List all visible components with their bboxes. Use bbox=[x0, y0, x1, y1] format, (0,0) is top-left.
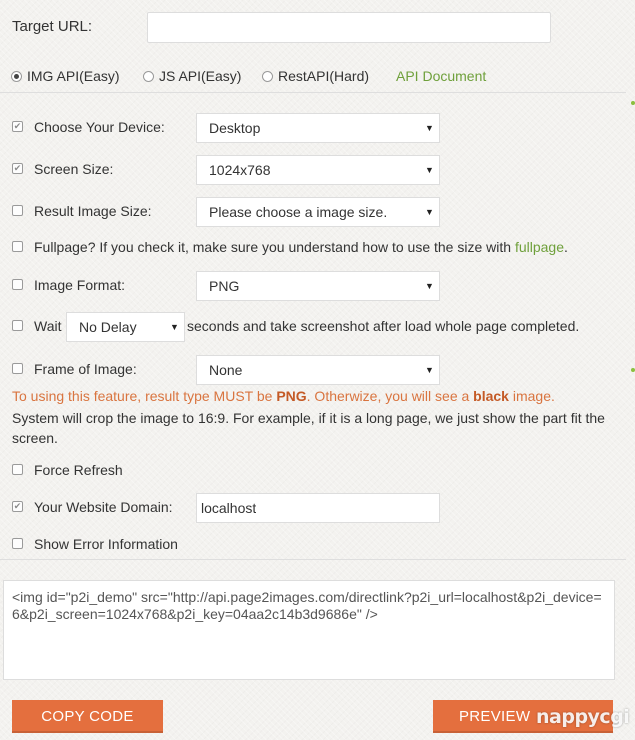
frame-note-line1: System will crop the image to 16:9. For example, if it is a long page, we just show the part fit the bbox=[12, 410, 605, 426]
chevron-down-icon: ▼ bbox=[425, 123, 434, 133]
frame-note-line2: screen. bbox=[12, 430, 58, 446]
force-refresh-checkbox[interactable] bbox=[12, 464, 23, 475]
device-label: Choose Your Device: bbox=[34, 119, 165, 135]
frame-label: Frame of Image: bbox=[34, 361, 137, 377]
api-document-link[interactable]: API Document bbox=[396, 68, 487, 84]
frame-warning-prefix: To using this feature, result type MUST be bbox=[12, 388, 277, 404]
screen-size-select-value: 1024x768 bbox=[209, 162, 271, 178]
watermark-logo: nappycgi bbox=[536, 706, 630, 728]
domain-input[interactable] bbox=[196, 493, 440, 523]
chevron-down-icon: ▼ bbox=[425, 165, 434, 175]
frame-warning-png: PNG bbox=[276, 388, 307, 404]
divider-top bbox=[0, 92, 626, 93]
frame-warning-mid: . Otherwize, you will see a bbox=[306, 388, 474, 404]
image-format-checkbox[interactable] bbox=[12, 279, 23, 290]
device-checkbox[interactable]: ✔ bbox=[13, 121, 22, 131]
frame-checkbox[interactable] bbox=[12, 363, 23, 374]
target-url-label: Target URL: bbox=[12, 18, 93, 35]
radio-img-api-indicator[interactable] bbox=[11, 71, 22, 82]
wait-checkbox[interactable] bbox=[12, 320, 23, 331]
frame-select-value: None bbox=[209, 362, 243, 378]
fullpage-link[interactable]: fullpage bbox=[514, 239, 564, 255]
radio-img-api[interactable] bbox=[11, 68, 120, 84]
force-refresh-label: Force Refresh bbox=[34, 462, 123, 478]
radio-img-api-label: IMG API(Easy) bbox=[27, 68, 120, 84]
frame-warning-suffix: image. bbox=[508, 388, 555, 404]
radio-rest-api[interactable] bbox=[262, 68, 369, 84]
device-select-value: Desktop bbox=[209, 120, 261, 136]
fullpage-text bbox=[34, 239, 568, 255]
radio-rest-api-label: RestAPI(Hard) bbox=[278, 68, 370, 84]
target-url-input[interactable] bbox=[147, 12, 551, 43]
result-size-select[interactable] bbox=[196, 197, 440, 227]
fullpage-suffix: . bbox=[563, 239, 568, 255]
radio-js-api-indicator[interactable] bbox=[143, 71, 154, 82]
wait-label: Wait bbox=[34, 318, 62, 334]
domain-checkbox[interactable]: ✔ bbox=[13, 501, 22, 511]
frame-warning bbox=[12, 388, 555, 404]
image-format-label: Image Format: bbox=[34, 277, 126, 293]
wait-suffix: seconds and take screenshot after load whole page completed. bbox=[187, 318, 580, 334]
image-format-select[interactable] bbox=[196, 271, 440, 301]
frame-select[interactable] bbox=[196, 355, 440, 385]
preview-button[interactable]: PREVIEW bbox=[433, 700, 613, 733]
radio-rest-api-indicator[interactable] bbox=[262, 71, 273, 82]
result-size-label: Result Image Size: bbox=[34, 203, 152, 219]
chevron-down-icon: ▼ bbox=[170, 322, 179, 332]
domain-label: Your Website Domain: bbox=[34, 499, 173, 515]
screen-size-select[interactable] bbox=[196, 155, 440, 185]
device-select[interactable] bbox=[196, 113, 440, 143]
result-size-select-value: Please choose a image size. bbox=[209, 204, 388, 220]
divider-bottom bbox=[0, 559, 626, 560]
scroll-marker-2 bbox=[631, 368, 635, 372]
result-size-checkbox[interactable] bbox=[12, 205, 23, 216]
wait-select-value: No Delay bbox=[79, 319, 137, 335]
embed-code-textarea[interactable]: <img id="p2i_demo" src="http://api.page2images.com/directlink?p2i_url=localhost&p2i_device=6&p2i_screen=1024x768&p2i_key=04aa2c14b3d9686e" /> bbox=[3, 580, 615, 680]
copy-code-button[interactable]: COPY CODE bbox=[12, 700, 163, 733]
chevron-down-icon: ▼ bbox=[425, 207, 434, 217]
chevron-down-icon: ▼ bbox=[425, 365, 434, 375]
frame-warning-black: black bbox=[473, 388, 509, 404]
radio-js-api[interactable] bbox=[143, 68, 241, 84]
show-error-checkbox[interactable] bbox=[12, 538, 23, 549]
image-format-select-value: PNG bbox=[209, 278, 240, 294]
fullpage-checkbox[interactable] bbox=[12, 241, 23, 252]
scroll-marker bbox=[631, 101, 635, 105]
show-error-label: Show Error Information bbox=[34, 536, 178, 552]
screen-size-checkbox[interactable]: ✔ bbox=[13, 163, 22, 173]
screen-size-label: Screen Size: bbox=[34, 161, 114, 177]
domain-input-value: localhost bbox=[201, 500, 257, 516]
radio-js-api-label: JS API(Easy) bbox=[159, 68, 242, 84]
chevron-down-icon: ▼ bbox=[425, 281, 434, 291]
wait-select[interactable] bbox=[66, 312, 185, 342]
fullpage-description: Fullpage? If you check it, make sure you understand how to use the size with bbox=[34, 239, 515, 255]
